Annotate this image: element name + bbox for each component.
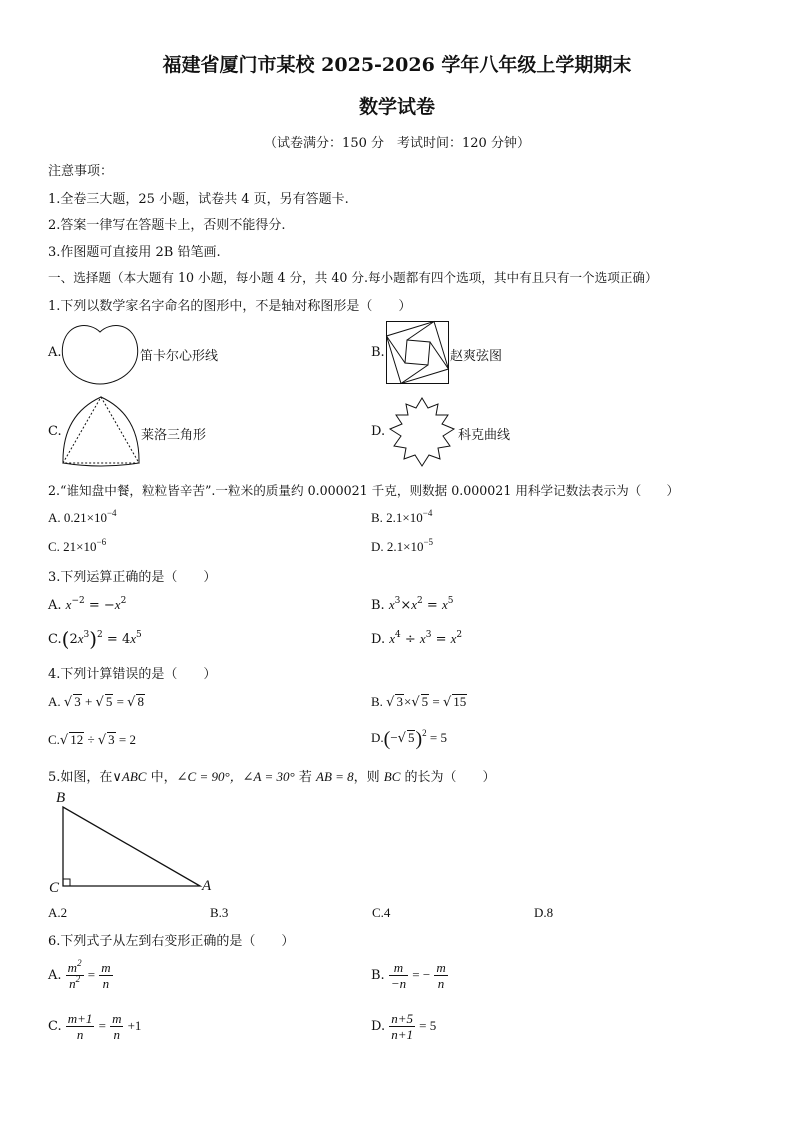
q3-stem: 3.下列运算正确的是（ ） bbox=[48, 570, 217, 585]
q6-stem: 6.下列式子从左到右变形正确的是（ ） bbox=[48, 934, 295, 949]
q5-option-c: C.4 bbox=[372, 905, 391, 920]
exam-subtitle: 数学试卷 bbox=[358, 96, 435, 118]
right-triangle-figure bbox=[50, 790, 220, 900]
cardioid-figure bbox=[60, 320, 140, 386]
q6-option-c: C. $\frac{m+1}{n}$ = $\frac{m}{n}$ +1 bbox=[48, 1011, 142, 1042]
q5-option-a: A.2 bbox=[48, 905, 68, 920]
q1-option-c-label: 莱洛三角形 bbox=[141, 428, 207, 443]
exam-title: 福建省厦门市某校 2025-2026 学年八年级上学期期末 bbox=[162, 54, 632, 76]
zhao-shuang-figure bbox=[386, 321, 449, 384]
notes-heading: 注意事项： bbox=[48, 164, 114, 179]
q2-option-c: C. $21\times 10^{-6}$ bbox=[48, 537, 107, 554]
note-item-3: 3.作图题可直接用 2B 铅笔画. bbox=[48, 245, 221, 260]
q4-option-c: C.√ 12 ÷ √ 3 = 2 bbox=[48, 732, 136, 748]
q4-option-a: A. √ 3 + √ 5 = √ 8 bbox=[48, 694, 144, 710]
vertex-b-label: B bbox=[56, 790, 66, 806]
q5-option-b: B.3 bbox=[210, 905, 229, 920]
exam-info: （试卷满分：150 分 考试时间：120 分钟） bbox=[264, 136, 530, 151]
koch-curve-figure bbox=[384, 396, 460, 470]
q1-option-d-label: 科克曲线 bbox=[458, 428, 511, 443]
q1-option-a-letter: A. bbox=[48, 345, 62, 360]
q1-option-c-letter: C. bbox=[48, 424, 62, 439]
q3-option-c: $C.(2x^3)^2 = 4x^5$ bbox=[48, 627, 142, 651]
q2-stem: 2.“谁知盘中餐，粒粒皆辛苦”.一粒米的质量约 0.000021 千克，则数据 0.000021 用科学记数法表示为（ ） bbox=[48, 483, 680, 498]
q1-stem: 1.下列以数学家名字命名的图形中，不是轴对称图形是（ ） bbox=[48, 299, 412, 314]
reuleaux-triangle-figure bbox=[60, 395, 142, 469]
q1-option-d-letter: D. bbox=[371, 424, 386, 439]
q6-option-d: D. $\frac{n+5}{n+1}$ = 5 bbox=[371, 1011, 437, 1042]
q5-stem: 5.如图，在∨ABC 中，∠C = 90°，∠A = 30° 若 AB = 8，则 BC 的长为（ ） bbox=[48, 769, 496, 785]
q1-option-b-letter: B. bbox=[371, 345, 385, 360]
vertex-c-label: C bbox=[49, 880, 60, 896]
q4-option-d: D.(−√ 5)$^2$ = 5 bbox=[371, 728, 447, 750]
note-item-2: 2.答案一律写在答题卡上，否则不能得分. bbox=[48, 218, 286, 233]
q3-option-d: D. $x^4 \div x^3 = x^2$ bbox=[371, 630, 463, 647]
q4-stem: 4.下列计算错误的是（ ） bbox=[48, 667, 217, 682]
q1-option-b-label: 赵爽弦图 bbox=[450, 349, 503, 364]
q2-option-d: D. $2.1\times 10^{-5}$ bbox=[371, 537, 434, 554]
q4-option-b: B. √ 3×√ 5 = √ 15 bbox=[371, 694, 467, 710]
q2-option-a: A. $0.21\times 10^{-4}$ bbox=[48, 508, 117, 525]
q3-option-a: A. $x^{-2} = -x^2$ bbox=[48, 596, 127, 613]
note-item-1: 1.全卷三大题，25 小题，试卷共 4 页，另有答题卡. bbox=[48, 192, 349, 207]
q6-option-b: B. $\frac{m}{-n}$ = − $\frac{m}{n}$ bbox=[371, 960, 446, 991]
q1-option-a-label: 笛卡尔心形线 bbox=[140, 349, 219, 364]
q6-option-a: A. $\frac{m^2}{n^2}$ = $\frac{m}{n}$ bbox=[48, 958, 111, 991]
q5-option-d: D.8 bbox=[534, 905, 554, 920]
section-1-heading: 一、选择题（本大题有 10 小题，每小题 4 分，共 40 分.每小题都有四个选项，其中有且只有一个选项正确） bbox=[48, 270, 658, 285]
q2-option-b: B. $2.1\times 10^{-4}$ bbox=[371, 508, 433, 525]
q3-option-b: B. $x^3\times x^2 = x^5$ bbox=[371, 596, 454, 613]
vertex-a-label: A bbox=[202, 878, 212, 894]
